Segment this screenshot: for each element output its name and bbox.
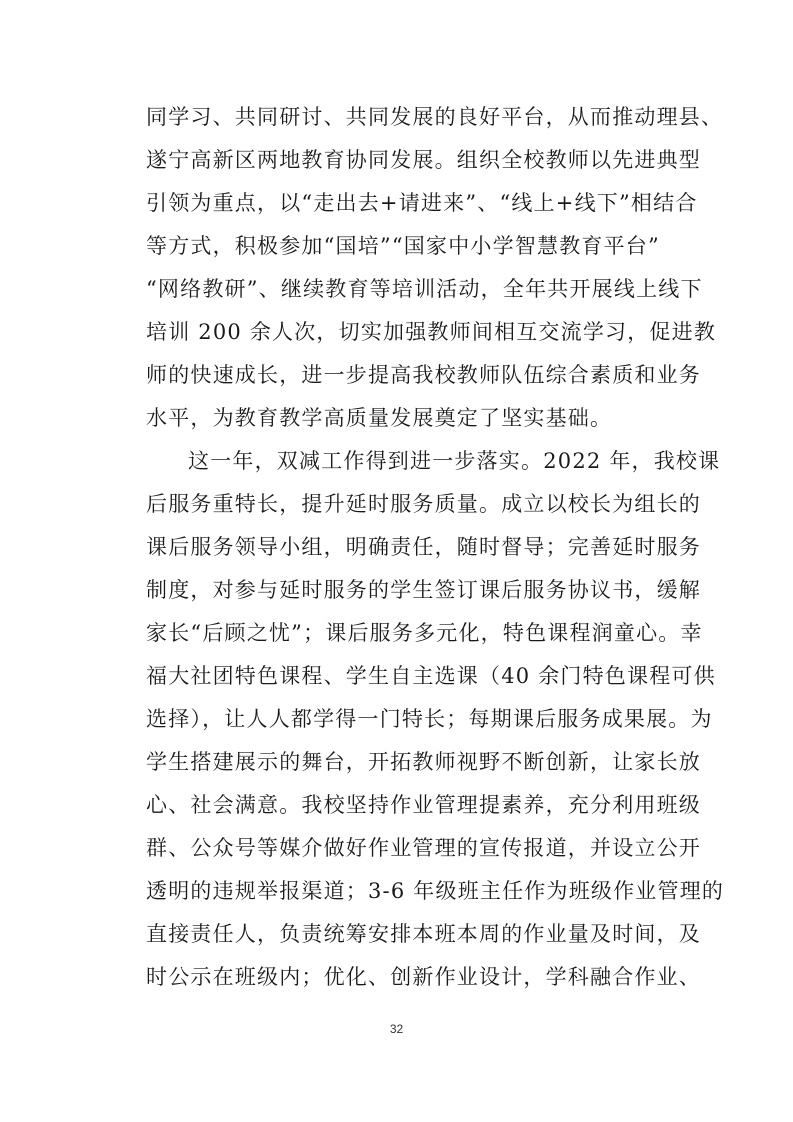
text-line-11: 课后服务领导小组，明确责任，随时督导；完善延时服务	[146, 535, 701, 559]
text-line-15: 选择），让人人都学得一门特长；每期课后服务成果展。为	[146, 707, 713, 731]
text-line-14: 福大社团特色课程、学生自主选课（40 余门特色课程可供	[146, 664, 716, 688]
text-line-8: 水平，为教育教学高质量发展奠定了坚实基础。	[146, 406, 613, 430]
text-line-6: 培训 200 余人次，切实加强教师间相互交流学习，促进教	[146, 320, 717, 344]
text-line-13: 家长“后顾之忧”；课后服务多元化，特色课程润童心。幸	[146, 621, 703, 645]
text-line-7: 师的快速成长，进一步提高我校教师队伍综合素质和业务	[146, 363, 701, 387]
text-line-1: 同学习、共同研讨、共同发展的良好平台，从而推动理县、	[146, 105, 724, 129]
text-line-12: 制度，对参与延时服务的学生签订课后服务协议书，缓解	[146, 578, 701, 602]
text-line-17: 心、社会满意。我校坚持作业管理提素养，充分利用班级	[146, 793, 701, 817]
text-line-10: 后服务重特长，提升延时服务质量。成立以校长为组长的	[146, 492, 701, 516]
text-line-4: 等方式，积极参加“国培”“国家中小学智慧教育平台”	[146, 234, 660, 258]
text-line-16: 学生搭建展示的舞台，开拓教师视野不断创新，让家长放	[146, 750, 701, 774]
text-line-20: 直接责任人，负责统筹安排本班本周的作业量及时间，及	[146, 922, 701, 946]
text-line-19: 透明的违规举报渠道；3-6 年级班主任作为班级作业管理的	[146, 879, 725, 903]
text-line-2: 遂宁高新区两地教育协同发展。组织全校教师以先进典型	[146, 148, 701, 172]
text-line-5: “网络教研”、继续教育等培训活动，全年共开展线上线下	[146, 277, 703, 301]
page-number: 32	[389, 1022, 404, 1036]
text-line-18: 群、公众号等媒介做好作业管理的宣传报道，并设立公开	[146, 836, 701, 860]
paragraph-start-line: 这一年，双减工作得到进一步落实。2022 年，我校课	[188, 449, 721, 473]
text-line-21: 时公示在班级内；优化、创新作业设计，学科融合作业、	[146, 965, 701, 989]
text-line-3: 引领为重点，以“走出去+请进来”、“线上+线下”相结合	[146, 191, 698, 215]
